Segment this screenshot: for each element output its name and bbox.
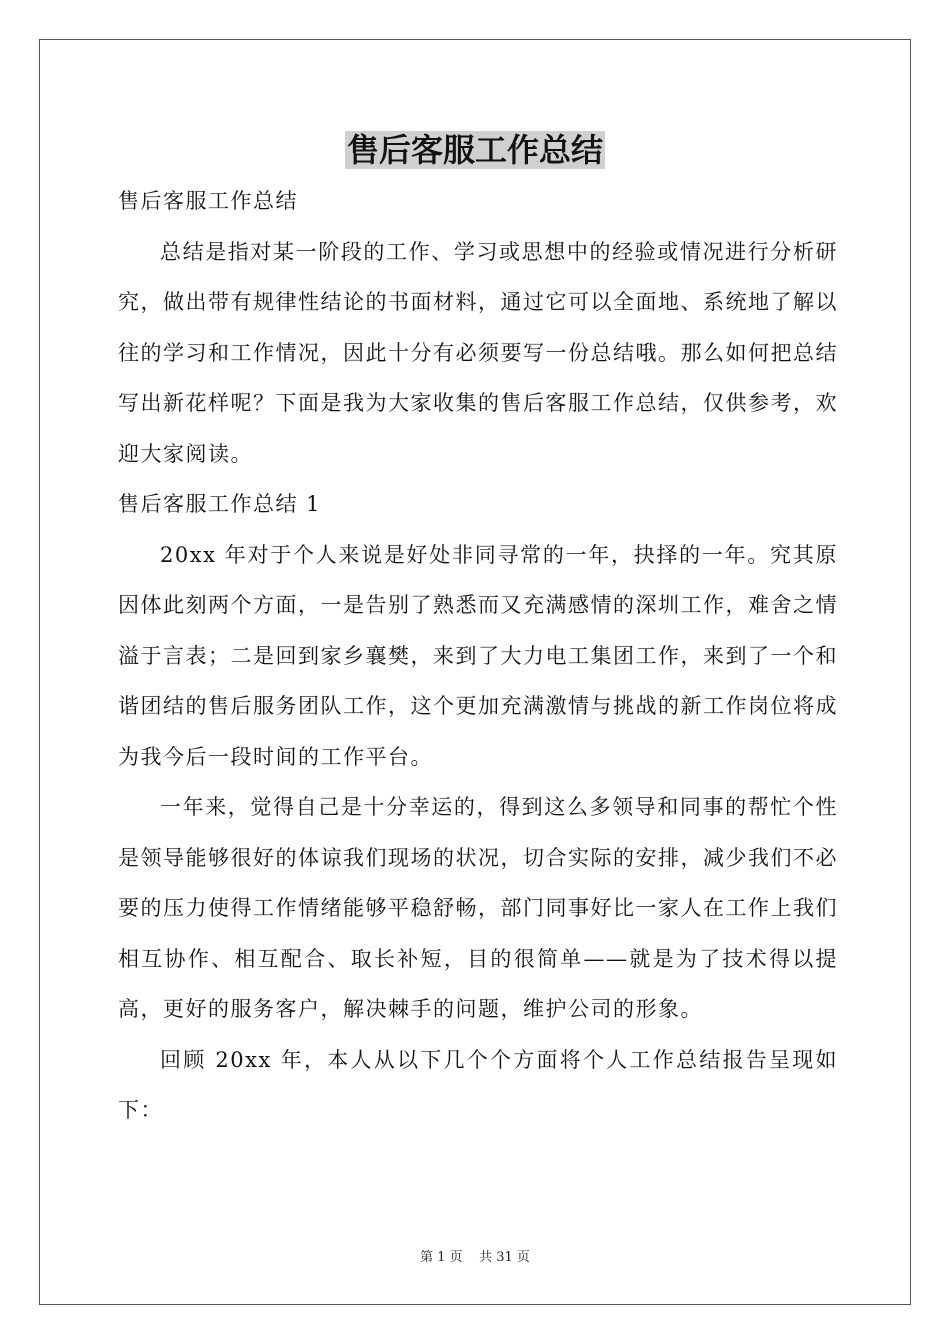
- page-footer: [0, 1246, 950, 1265]
- page-number-label: 第 1 页 共 31 页: [420, 1250, 530, 1265]
- document-title-text: 售后客服工作总结: [346, 131, 603, 169]
- body-paragraph-3: 回顾 20xx 年，本人从以下几个个方面将个人工作总结报告呈现如下：: [118, 1047, 838, 1122]
- intro-paragraph: 总结是指对某一阶段的工作、学习或思想中的经验或情况进行分析研究，做出带有规律性结论的书面材料，通过它可以全面地、系统地了解以往的学习和工作情况，因此十分有必须要写一份总结哦。那么如何把总结写出新花样呢？下面是我为大家收集的售后客服工作总结，仅供参考，欢迎大家阅读。: [118, 239, 838, 466]
- document-subtitle: 售后客服工作总结: [118, 189, 298, 213]
- document-body: [118, 176, 838, 1136]
- body-paragraph-2: 一年来，觉得自己是十分幸运的，得到这么多领导和同事的帮忙个性是领导能够很好的体谅我们现场的状况，切合实际的安排，减少我们不必要的压力使得工作情绪能够平稳舒畅，部门同事好比一家人在工作上我们相互协作、相互配合、取长补短，目的很简单——就是为了技术得以提高，更好的服务客户，解决棘手的问题，维护公司的形象。: [118, 795, 838, 1021]
- document-title: [0, 128, 950, 172]
- section-heading: 售后客服工作总结 1: [118, 492, 322, 516]
- body-paragraph-1: 20xx 年对于个人来说是好处非同寻常的一年，抉择的一年。究其原因体此刻两个方面，一是告别了熟悉而又充满感情的深圳工作，难舍之情溢于言表；二是回到家乡襄樊，来到了大力电工集团工作，来到了一个和谐团结的售后服务团队工作，这个更加充满激情与挑战的新工作岗位将成为我今后一段时间的工作平台。: [118, 542, 838, 769]
